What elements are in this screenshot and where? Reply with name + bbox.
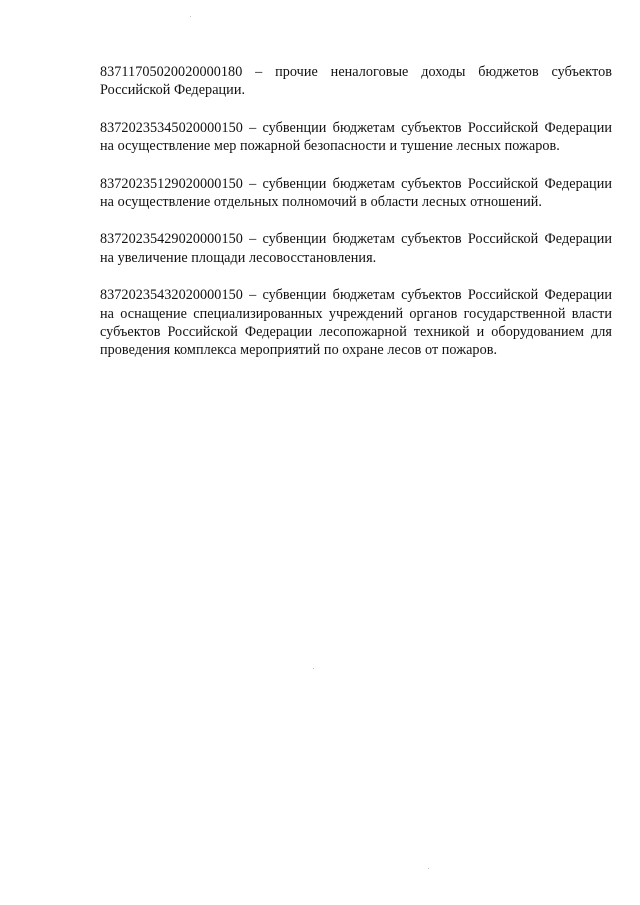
paragraph-fire-safety-subvention: 83720235345020000150 – субвенции бюджетам субъектов Российской Федерации на осуществление мер пожарной безопасности и тушение лесных пожаров. <box>100 119 612 155</box>
paragraph-forest-powers-subvention: 83720235129020000150 – субвенции бюджетам субъектов Российской Федерации на осуществление отдельных полномочий в области лесных отношений. <box>100 175 612 211</box>
scan-speck <box>190 16 191 17</box>
paragraph-reforestation-subvention: 83720235429020000150 – субвенции бюджетам субъектов Российской Федерации на увеличение площади лесовосстановления. <box>100 231 612 266</box>
scan-speck <box>428 868 429 869</box>
paragraph-equipment-subvention: 83720235432020000150 – субвенции бюджетам субъектов Российской Федерации на оснащение специализированных учреждений органов государственной власти субъектов Российской Федерации лесопожарной техникой и оборудованием для проведения комплекса мероприятий по охране лесов от пожаров. <box>100 287 612 359</box>
document-body <box>100 63 612 379</box>
paragraph-income-code: 83711705020020000180 – прочие неналоговые доходы бюджетов субъектов Российской Федерации. <box>100 64 612 99</box>
scan-speck <box>313 668 314 669</box>
